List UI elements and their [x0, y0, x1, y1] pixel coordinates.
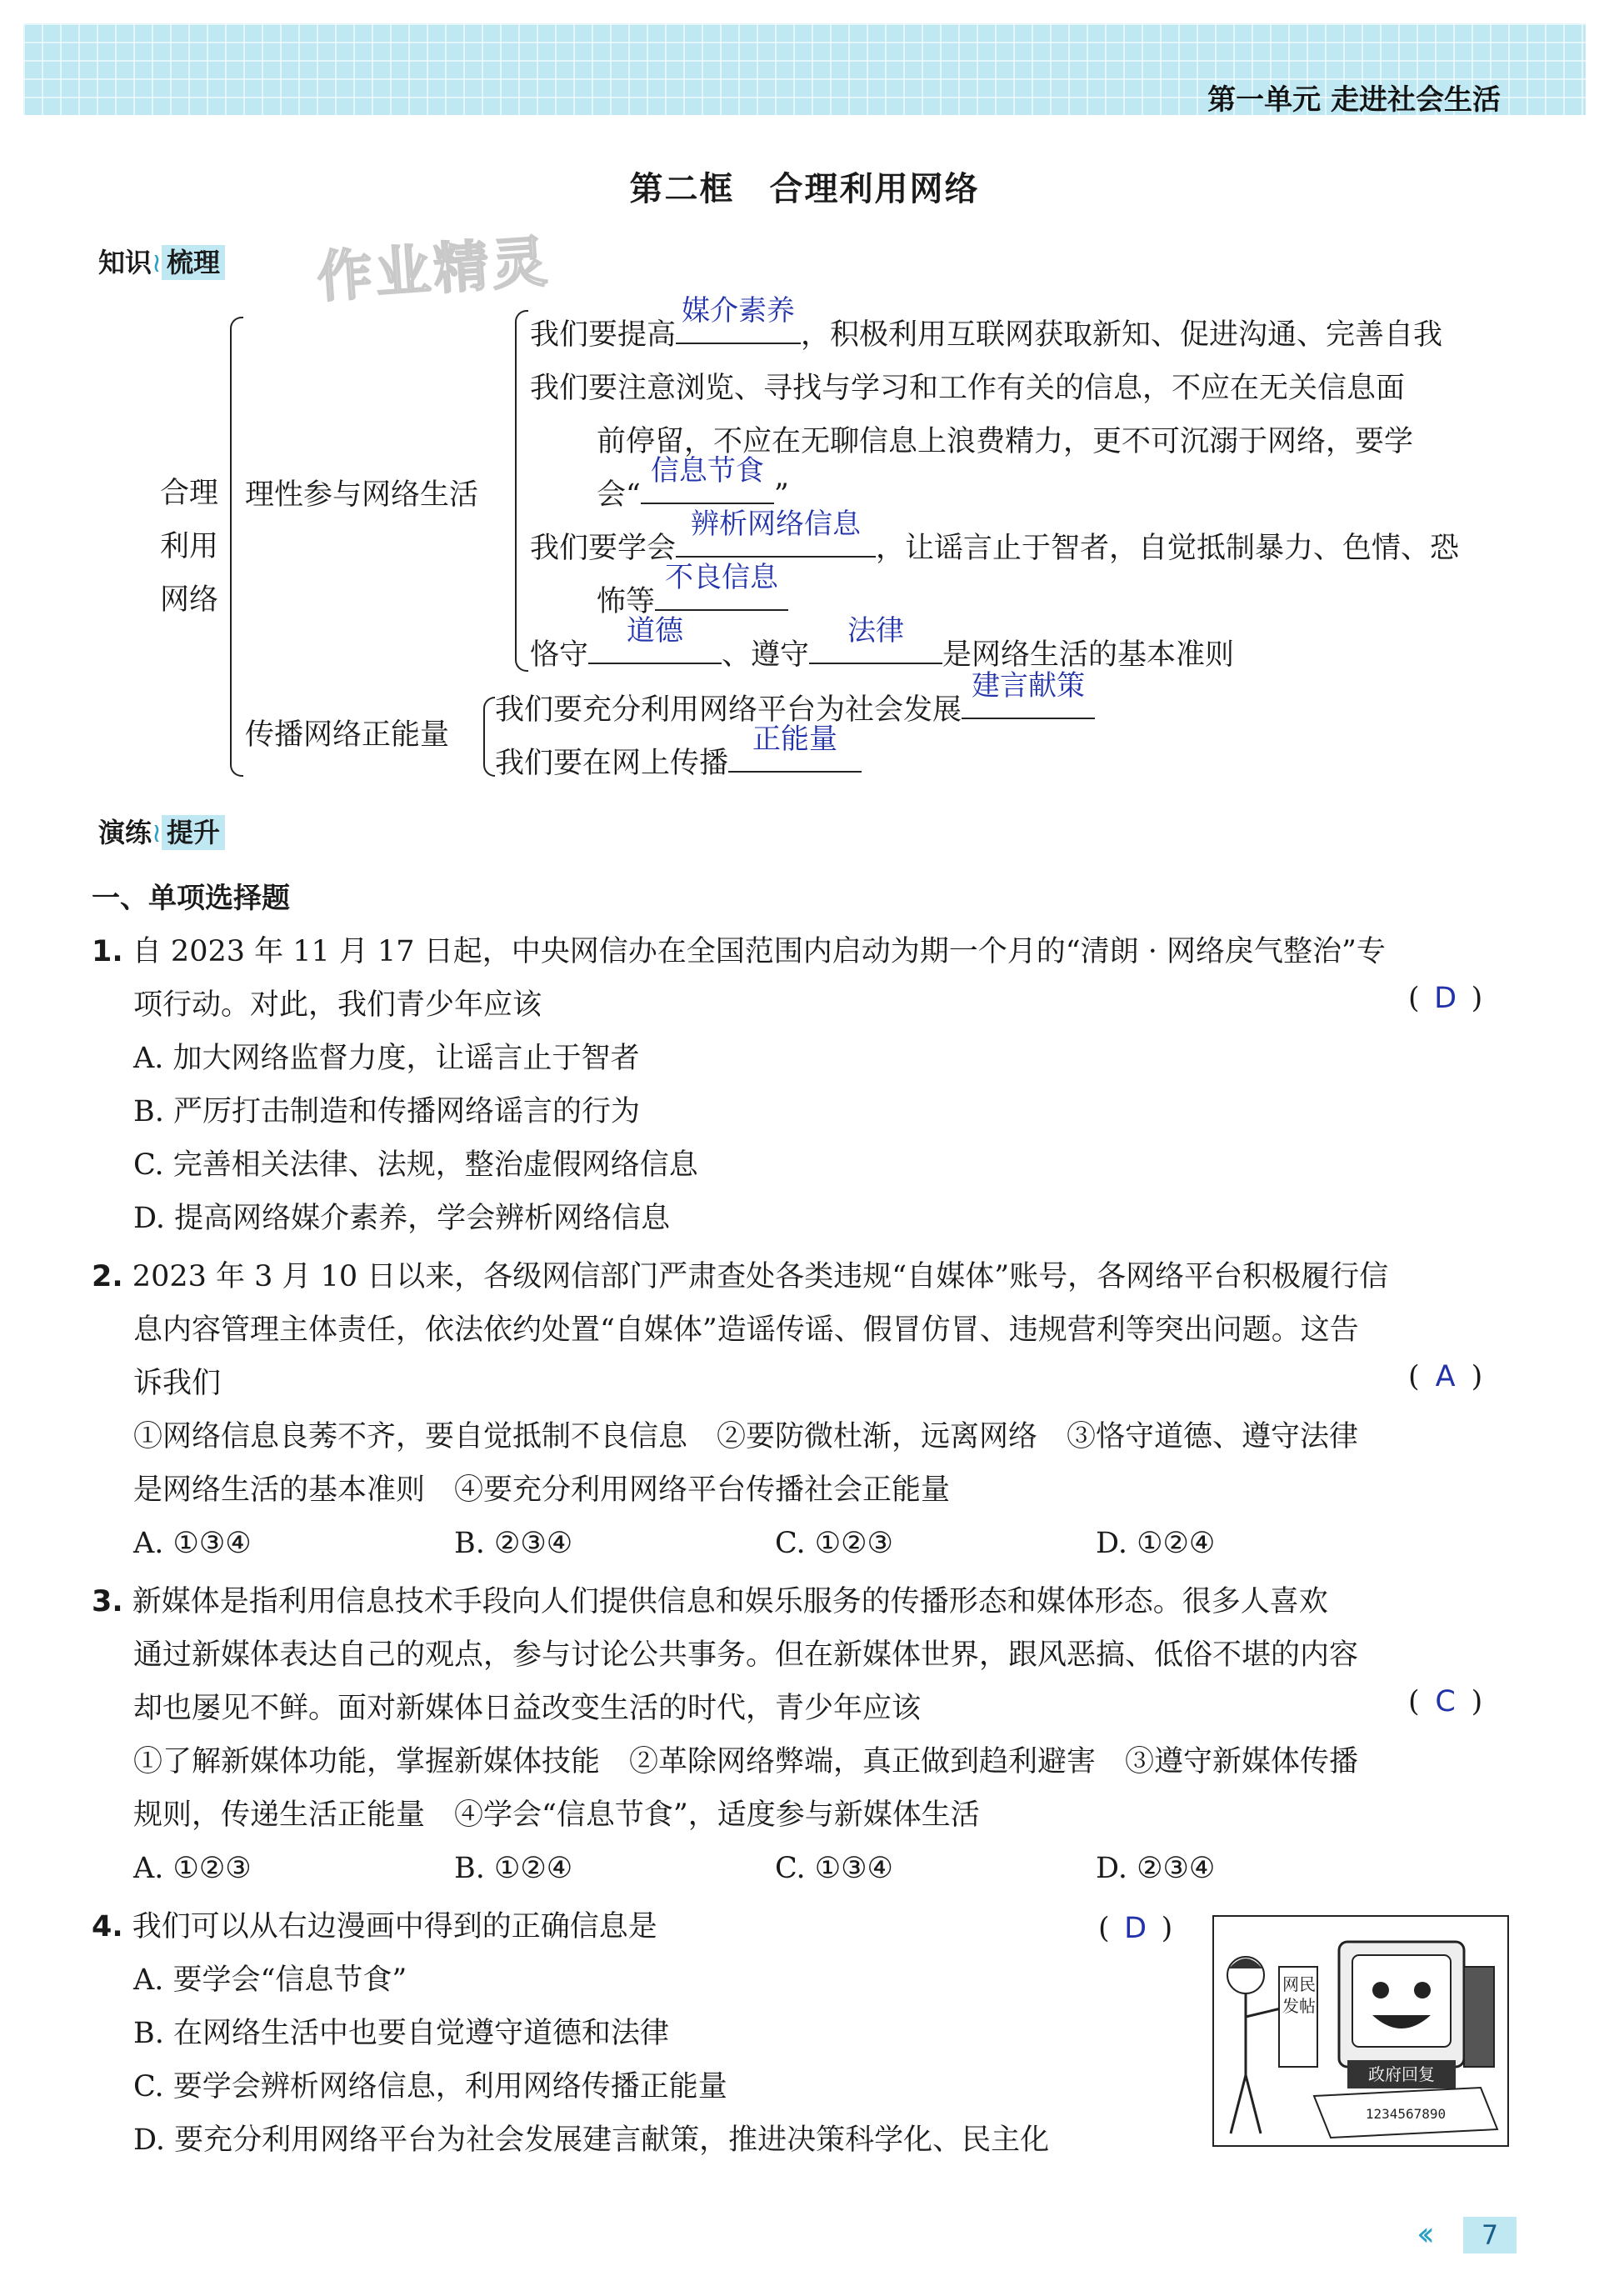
question-3: [92, 1575, 1358, 1895]
option: A. ①③④: [133, 1527, 252, 1560]
option: C. 完善相关法律、法规，整治虚假网络信息: [133, 1148, 698, 1182]
branch2-item1: 我们要充分利用网络平台为社会发展 建言献策: [495, 683, 1095, 737]
option: B. ②③④: [454, 1527, 573, 1560]
statement-line: ①了解新媒体功能，掌握新媒体技能 ②革除网络弊端，真正做到趋利避害 ③遵守新媒体传播: [133, 1745, 1359, 1778]
knowledge-tree: [0, 0, 1609, 800]
cartoon-icon: [1214, 1917, 1507, 2145]
section-tag-part1: 知识: [98, 247, 152, 278]
stem-line: 新媒体是指利用信息技术手段向人们提供信息和娱乐服务的传播形态和媒体形态。很多人喜欢: [132, 1585, 1328, 1618]
statement-line: 是网络生活的基本准则 ④要充分利用网络平台传播社会正能量: [133, 1473, 951, 1507]
brace-branch2: [483, 697, 495, 777]
question-2: [92, 1250, 1388, 1570]
option: A. ①②③: [133, 1852, 252, 1885]
option: B. 在网络生活中也要自觉遵守道德和法律: [133, 2017, 669, 2050]
option: B. 严厉打击制造和传播网络谣言的行为: [133, 1095, 640, 1128]
answer: C: [1435, 1685, 1456, 1718]
answer: D: [1124, 1912, 1147, 1945]
branch1-item2-line1: 我们要注意浏览、寻找与学习和工作有关的信息，不应在无关信息面: [530, 372, 1406, 405]
answer-box-1: ( D ): [1408, 982, 1483, 1015]
branch1-item2-line2: 前停留，不应在无聊信息上浪费精力，更不可沉溺于网络，要学: [597, 425, 1414, 458]
section-tag-part1: 演练: [98, 817, 152, 848]
option: D. ①②④: [1096, 1527, 1216, 1560]
option: B. ①②④: [454, 1852, 573, 1885]
blank-answer: 辨析网络信息: [676, 523, 876, 558]
watermark: 作业精灵: [315, 229, 552, 310]
statement-line: ①网络信息良莠不齐，要自觉抵制不良信息 ②要防微杜渐，远离网络 ③恪守道德、遵守法律: [133, 1420, 1359, 1453]
branch1-item4: 恪守 道德 、遵守 法律 是网络生活的基本准则: [530, 614, 1235, 672]
stem-line: 诉我们: [133, 1367, 222, 1400]
options-row: [92, 1842, 1358, 1895]
page-number: 7: [1463, 2217, 1517, 2253]
answer-box-3: ( C ): [1408, 1685, 1483, 1718]
cartoon-sign-label: 网民发帖: [1282, 1974, 1316, 2016]
stem-line: 通过新媒体表达自己的观点，参与讨论公共事务。但在新媒体世界，跟风恶搞、低俗不堪的内容: [133, 1638, 1359, 1672]
cartoon-screen-text: 政府回复: [1368, 2064, 1435, 2084]
answer: D: [1434, 982, 1457, 1015]
option: A. 加大网络监督力度，让谣言止于智者: [133, 1042, 640, 1075]
stem-line: 2023 年 3 月 10 日以来，各级网信部门严肃查处各类违规“自媒体”账号，各网络平台积极履行信: [132, 1260, 1389, 1293]
option: A. 要学会“信息节食”: [133, 1963, 407, 1997]
double-chevron-left-icon: ‹‹: [1417, 2215, 1427, 2253]
brace-branch1: [515, 310, 528, 672]
option: D. 要充分利用网络平台为社会发展建言献策，推进决策科学化、民主化: [133, 2123, 1050, 2157]
cartoon-keyboard-text: 1234567890: [1365, 2106, 1447, 2122]
unit-title: 第一单元 走进社会生活: [1207, 83, 1501, 117]
question-1: [92, 925, 1386, 1245]
branch1-item1: 我们要提高 媒介素养 ，积极利用互联网获取新知、促进沟通、完善自我: [530, 294, 1443, 352]
branch1-item3-line2: 怖等 不良信息: [597, 575, 788, 628]
section-tag-practice: [98, 812, 225, 850]
question-4: [92, 1900, 1049, 2167]
option: C. ①③④: [775, 1852, 893, 1885]
answer-box-4: ( D ): [1098, 1912, 1173, 1945]
blank-answer: 信息节食: [641, 469, 774, 504]
blank-answer: 正能量: [728, 738, 862, 773]
question-section-title: 一、单项选择题: [92, 882, 290, 915]
question-number: 1.: [92, 935, 123, 968]
branch1-item3-line1: 我们要学会 辨析网络信息 ，让谣言止于智者，自觉抵制暴力、色情、恐: [530, 508, 1460, 565]
section-tag-part2: 提升: [162, 815, 225, 850]
page-number-tab: [1417, 2217, 1517, 2253]
branch2-item2: 我们要在网上传播 正能量: [495, 737, 862, 790]
blank-answer: 道德: [588, 629, 722, 664]
blank-answer: 媒介素养: [676, 309, 801, 344]
cartoon-illustration: [1212, 1915, 1509, 2147]
blank-answer: 不良信息: [655, 576, 788, 611]
option: C. 要学会辨析网络信息，利用网络传播正能量: [133, 2070, 727, 2103]
tree-root-1: 合理: [160, 477, 219, 510]
brace-root: [230, 317, 243, 777]
tree-root-2: 利用: [160, 530, 219, 563]
option: D. ②③④: [1096, 1852, 1216, 1885]
stem-line: 自 2023 年 11 月 17 日起，中央网信办在全国范围内启动为期一个月的“清朗 · 网络戾气整治”专: [132, 935, 1386, 968]
options-row: [92, 1517, 1388, 1570]
option: C. ①②③: [775, 1527, 893, 1560]
branch2-label: 传播网络正能量: [245, 718, 450, 752]
blank-answer: 法律: [809, 629, 942, 664]
stem-line: 项行动。对此，我们青少年应该: [133, 988, 542, 1022]
statement-line: 规则，传递生活正能量 ④学会“信息节食”，适度参与新媒体生活: [133, 1798, 980, 1832]
wave-icon: ≀: [152, 247, 162, 278]
branch1-item2-line3: 会“ 信息节食 ”: [597, 454, 789, 512]
answer: A: [1435, 1360, 1456, 1393]
page-title: 第二框 合理利用网络: [629, 170, 980, 208]
stem-line: 我们可以从右边漫画中得到的正确信息是: [132, 1910, 657, 1943]
tree-root-3: 网络: [160, 583, 219, 617]
wave-icon: ≀: [152, 817, 162, 848]
section-tag-part2: 梳理: [162, 245, 225, 280]
question-number: 3.: [92, 1585, 123, 1618]
question-number: 2.: [92, 1260, 123, 1293]
question-number: 4.: [92, 1910, 123, 1943]
branch1-label: 理性参与网络生活: [245, 478, 479, 512]
answer-box-2: ( A ): [1408, 1360, 1483, 1393]
stem-line: 息内容管理主体责任，依法依约处置“自媒体”造谣传谣、假冒仿冒、违规营利等突出问题。这告: [133, 1313, 1359, 1347]
blank-answer: 建言献策: [962, 684, 1095, 719]
stem-line: 却也屡见不鲜。面对新媒体日益改变生活的时代，青少年应该: [133, 1692, 922, 1725]
option: D. 提高网络媒介素养，学会辨析网络信息: [133, 1202, 671, 1235]
